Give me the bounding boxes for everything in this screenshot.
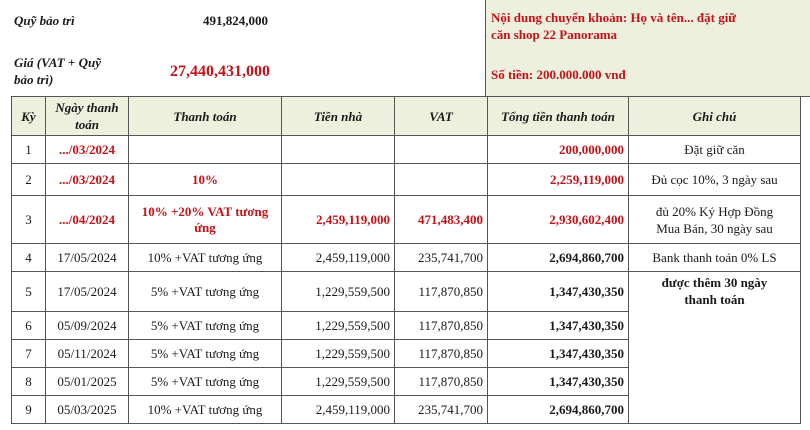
row-house-amount: 1,229,559,500: [282, 272, 395, 312]
row-payment: 5% +VAT tương ứng: [129, 340, 282, 368]
col-ky-header: Kỳ: [12, 97, 46, 136]
row-date: 05/11/2024: [46, 340, 129, 368]
row-date: .../04/2024: [46, 196, 129, 244]
row-date: .../03/2024: [46, 164, 129, 196]
row-vat: 117,870,850: [395, 312, 488, 340]
row-ky: 3: [12, 196, 46, 244]
row-house-amount: 1,229,559,500: [282, 340, 395, 368]
row-date: 17/05/2024: [46, 272, 129, 312]
row-total: 2,694,860,700: [488, 396, 629, 424]
row-ky: 6: [12, 312, 46, 340]
row-ky: 4: [12, 244, 46, 272]
row-date: 05/09/2024: [46, 312, 129, 340]
transfer-amount: Số tiền: 200.000.000 vnđ: [491, 67, 626, 82]
row-date: .../03/2024: [46, 136, 129, 164]
price-label-line2: bảo trì): [14, 72, 54, 87]
row-payment: 5% +VAT tương ứng: [129, 312, 282, 340]
row-vat: 235,741,700: [395, 396, 488, 424]
row-payment: 10% +20% VAT tương ứng: [129, 196, 282, 244]
row-ky: 9: [12, 396, 46, 424]
header-row: [12, 97, 801, 136]
table-row: [12, 272, 801, 312]
row-payment: 10% +VAT tương ứng: [129, 396, 282, 424]
row-vat: 117,870,850: [395, 368, 488, 396]
price-value: 27,440,431,000: [170, 63, 270, 80]
row-total: 1,347,430,350: [488, 312, 629, 340]
row-ky: 5: [12, 272, 46, 312]
row-date: 17/05/2024: [46, 244, 129, 272]
summary-panel: [0, 0, 485, 96]
row-vat: [395, 136, 488, 164]
row-payment: 5% +VAT tương ứng: [129, 368, 282, 396]
row-house-amount: 2,459,119,000: [282, 396, 395, 424]
row-house-amount: [282, 136, 395, 164]
row-note: đủ 20% Ký Hợp Đồng Mua Bán, 30 ngày sau: [629, 196, 801, 244]
row-payment: 10% +VAT tương ứng: [129, 244, 282, 272]
row-note: Bank thanh toán 0% LS: [629, 244, 801, 272]
row-ky: 1: [12, 136, 46, 164]
row-ky: 7: [12, 340, 46, 368]
row-house-amount: 2,459,119,000: [282, 196, 395, 244]
row-ky: 2: [12, 164, 46, 196]
row-payment: [129, 136, 282, 164]
table-row: [12, 164, 801, 196]
row-house-amount: 1,229,559,500: [282, 312, 395, 340]
row-total: 1,347,430,350: [488, 340, 629, 368]
row-payment: 10%: [129, 164, 282, 196]
row-total: 2,259,119,000: [488, 164, 629, 196]
row-house-amount: 2,459,119,000: [282, 244, 395, 272]
payment-schedule-table: [11, 96, 801, 424]
row-house-amount: 1,229,559,500: [282, 368, 395, 396]
row-vat: [395, 164, 488, 196]
row-vat: 117,870,850: [395, 272, 488, 312]
col-house-amount-header: Tiền nhà: [282, 97, 395, 136]
col-payment-header: Thanh toán: [129, 97, 282, 136]
row-vat: 235,741,700: [395, 244, 488, 272]
row-total: 2,694,860,700: [488, 244, 629, 272]
row-total: 2,930,602,400: [488, 196, 629, 244]
maintenance-fund-value: 491,824,000: [203, 13, 268, 28]
maintenance-fund-label: Quỹ bảo trì: [14, 13, 75, 28]
transfer-note-box: [485, 0, 810, 97]
table-row: [12, 244, 801, 272]
row-vat: 471,483,400: [395, 196, 488, 244]
col-date-header: Ngày thanh toán: [46, 97, 129, 136]
row-total: 1,347,430,350: [488, 368, 629, 396]
row-note: Đặt giữ căn: [629, 136, 801, 164]
transfer-note-line2: căn shop 22 Panorama: [491, 27, 618, 42]
price-label-line1: Giá (VAT + Quỹ: [14, 55, 101, 70]
row-house-amount: [282, 164, 395, 196]
transfer-note-line1: Nội dung chuyển khoản: Họ và tên... đặt giữ: [491, 10, 737, 25]
col-note-header: Ghi chú: [629, 97, 801, 136]
row-ky: 8: [12, 368, 46, 396]
row-date: 05/01/2025: [46, 368, 129, 396]
table-row: [12, 136, 801, 164]
row-total: 1,347,430,350: [488, 272, 629, 312]
row-note-merged: được thêm 30 ngày thanh toán: [629, 272, 801, 424]
row-payment: 5% +VAT tương ứng: [129, 272, 282, 312]
table-row: [12, 196, 801, 244]
col-total-header: Tổng tiền thanh toán: [488, 97, 629, 136]
row-date: 05/03/2025: [46, 396, 129, 424]
row-total: 200,000,000: [488, 136, 629, 164]
col-vat-header: VAT: [395, 97, 488, 136]
row-vat: 117,870,850: [395, 340, 488, 368]
row-note: Đủ cọc 10%, 3 ngày sau: [629, 164, 801, 196]
